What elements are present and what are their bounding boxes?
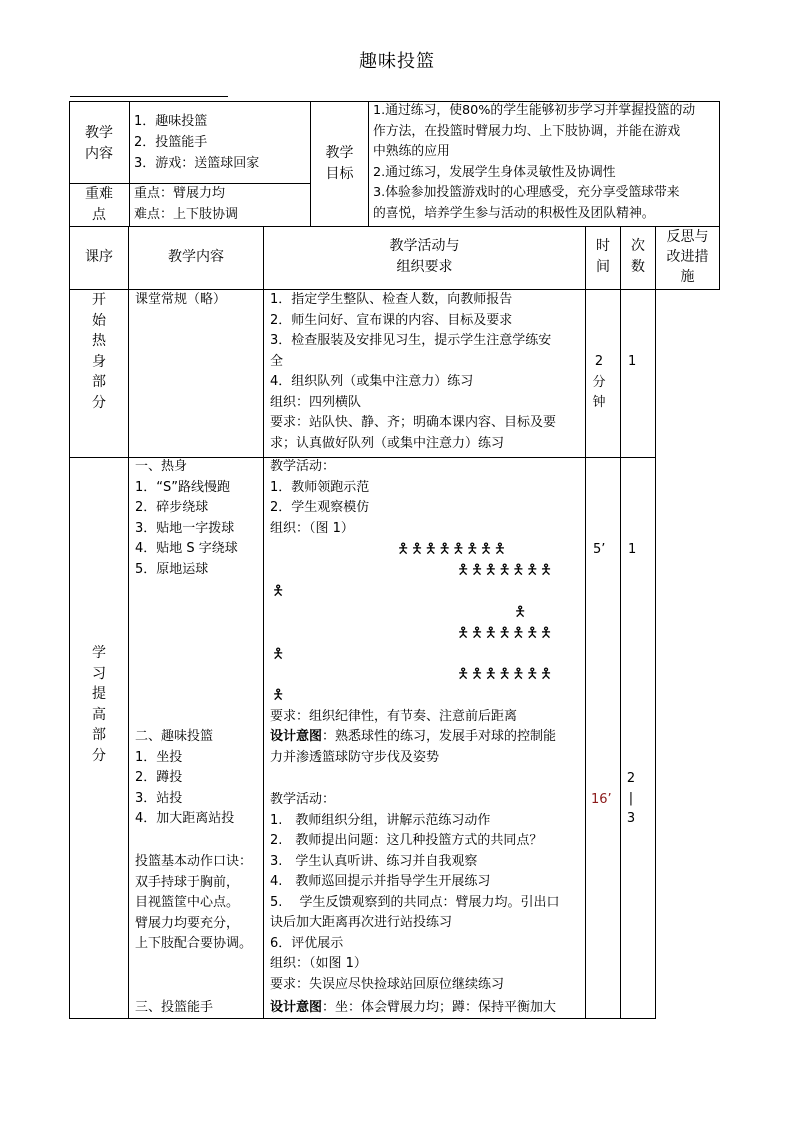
title-underline: [70, 96, 228, 97]
activity-block-1: 教学活动： 1．教师领跑示范 2．学生观察模仿 组织：（图 1）: [270, 459, 370, 536]
expert-heading: 三、投篮能手: [135, 1000, 214, 1015]
col-time: 时 间: [596, 238, 610, 275]
col-content: 教学内容: [168, 249, 224, 265]
section1-label: 开 始 热 身 部 分: [92, 292, 106, 411]
table-line: [620, 226, 621, 1019]
table-line: [129, 101, 130, 226]
table-line: [719, 101, 720, 290]
activity-block-2: 教学活动： 1. 教师组织分组，讲解示范练习动作 2. 教师提出问题：这几种投篮方式的共同点？ 3. 学生认真听讲、练习并自我观察 4. 教师巡回提示并指导学生开展练习 5. 学生反馈观察到的共同点：臂展力均。引出口 诀后加大距离再次进行站投练习 6．评优展示 组织：（如图 1） 要求：失误应尽快捡球站回原位继续练习: [270, 792, 560, 992]
goal-text: 1.通过练习，使80%的学生能够初步学习并掌握投篮的动 作方法，在投篮时臂展力均、上下肢协调，并能在游戏 中熟练的应用 2.通过练习，发展学生身体灵敏性及协调性 3.体验参加投篮游戏时的心理感受，充分享受篮球带来 的喜悦，培养学生参与活动的积极性及团队精神。: [373, 103, 696, 221]
table-line: [69, 101, 70, 1019]
section1-count: 1: [628, 354, 637, 369]
section1-content: 课堂常规（略）: [135, 292, 227, 307]
page-title: 趣味投篮: [359, 51, 435, 72]
warmup-list: 一、热身 1．“S”路线慢跑 2．碎步绕球 3．贴地一字拨球 4．贴地 S 字绕球 5．原地运球: [135, 459, 238, 577]
difficulty-items: 重点：臂展力均 难点：上下肢协调: [134, 186, 239, 222]
formation-row: 🯅🯅🯅🯅🯅🯅🯅: [457, 666, 554, 682]
design-intent-1: 设计意图：熟悉球性的练习，发展手对球的控制能 力并渗透篮球防守步伐及姿势: [270, 729, 557, 765]
formation-person: 🯅: [514, 604, 528, 620]
section2-time-1: 5’: [593, 542, 606, 557]
fun-shooting-list: 二、趣味投篮 1．坐投 2．蹲投 3．站投 4．加大距离站投: [135, 729, 235, 826]
content-label: 教学 内容: [85, 125, 113, 162]
content-items: 1．趣味投篮 2．投篮能手 3．游戏：送篮球回家: [134, 114, 260, 171]
formation-person: 🯅: [272, 687, 286, 703]
col-activity: 教学活动与 组织要求: [389, 238, 460, 275]
design-intent-2: 设计意图：坐：体会臂展力均；蹲：保持平衡加大: [270, 1000, 557, 1015]
section2-label: 学 习 提 高 部 分: [92, 645, 106, 764]
col-count: 次 数: [631, 238, 645, 275]
col-reflect: 反思与 改进措 施: [666, 229, 709, 285]
formation-row: 🯅🯅🯅🯅🯅🯅🯅: [457, 562, 554, 578]
section2-count-2: 2 | 3: [626, 771, 636, 826]
formation-person: 🯅: [272, 646, 286, 662]
formation-person: 🯅: [272, 583, 286, 599]
section1-activities: 1．指定学生整队、检查人数，向教师报告 2．师生问好、宣布课的内容、目标及要求 3．检查服装及安排见习生，提示学生注意学练安 全 4．组织队列（或集中注意力）练习 组织：四列横队 要求：站队快、静、齐；明确本课内容、目标及要 求；认真做好队列（或集中注意力）练习: [270, 292, 557, 451]
section2-time-2: 16’: [591, 792, 612, 807]
shooting-tips: 投篮基本动作口诀： 双手持球于胸前， 目视篮筐中心点。 臂展力均要充分， 上下肢配合要协调。: [135, 854, 253, 951]
table-line: [263, 226, 264, 1019]
formation-row: 🯅🯅🯅🯅🯅🯅🯅🯅: [397, 541, 508, 557]
table-line: [655, 226, 656, 1019]
section1-time: 2 分 钟: [592, 354, 606, 410]
table-line: [69, 226, 720, 227]
table-line: [585, 226, 586, 1019]
requirement-1: 要求：组织纪律性，有节奏、注意前后距离: [270, 709, 518, 724]
section2-count-1: 1: [628, 542, 637, 557]
col-order: 课序: [85, 249, 113, 265]
goal-label: 教学 目标: [325, 145, 354, 182]
table-line: [128, 226, 129, 1019]
table-line: [368, 101, 369, 226]
difficulty-label: 重难 点: [85, 186, 113, 223]
formation-row: 🯅🯅🯅🯅🯅🯅🯅: [457, 625, 554, 641]
